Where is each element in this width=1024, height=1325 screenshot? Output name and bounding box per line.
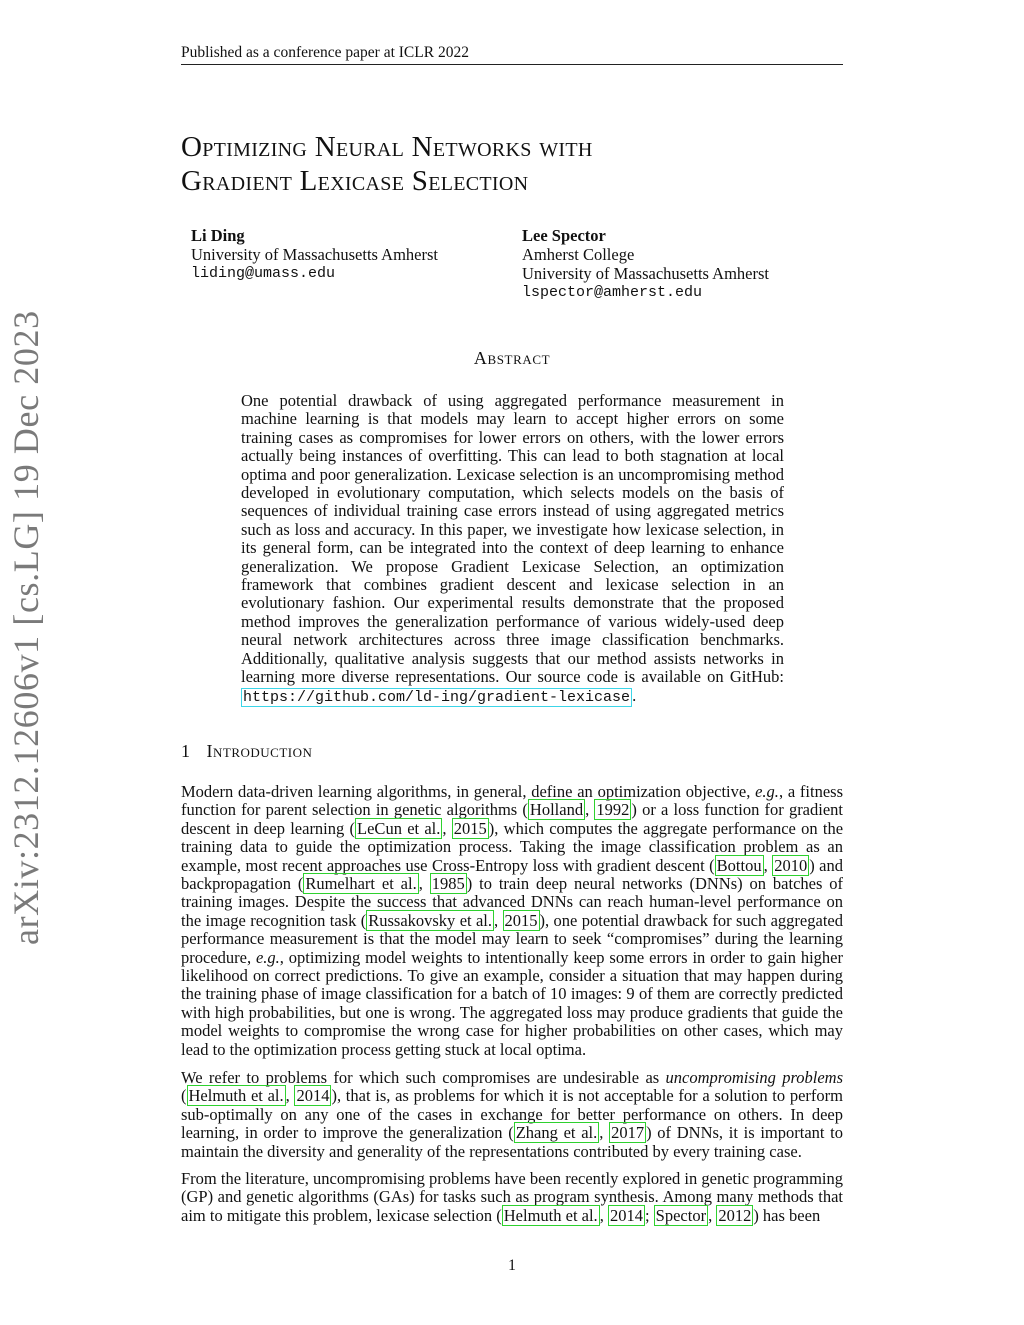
text-span: , xyxy=(285,1086,295,1106)
paper-title xyxy=(181,130,593,198)
text-span: ) to train deep neural networks (DNNs) on batches of training images. Despite the success that advanced DNNs can reach human-level performance on the image recognition task ( xyxy=(181,874,844,930)
author-block-1 xyxy=(191,226,438,283)
abstract-period: . xyxy=(632,685,637,705)
citation-link[interactable]: Bottou xyxy=(716,855,762,875)
text-span: , a fitness function for parent selection in genetic algorithms ( xyxy=(181,782,843,820)
header-rule xyxy=(181,64,843,65)
abstract-heading: Abstract xyxy=(473,348,551,368)
intro-paragraph-3 xyxy=(181,1170,843,1225)
text-span: , xyxy=(585,800,595,820)
section-number: 1 xyxy=(181,741,191,761)
author-name: Li Ding xyxy=(191,226,245,245)
text-span: , optimizing model weights to intentionally keep some errors in order to gain higher likelihood on correct predictions. To give an example, consider a situation that may happen during the training phase of image classification for a batch of 10 images: 9 of them are correctly predicted with high probabilities, but one is wrong. The aggregated loss may produce gradients that guide the model weights to compromise the wrong case for higher probabilities on other cases, which may lead to the optimization process getting stuck at local optima. xyxy=(181,947,843,1059)
text-span: ) or a loss function for gradient descent in deep learning ( xyxy=(181,800,844,838)
citation-link[interactable]: 2015 xyxy=(453,818,487,838)
citation-link[interactable]: LeCun et al. xyxy=(357,818,441,838)
citation-link[interactable]: Holland xyxy=(529,800,584,820)
citation-link[interactable]: 2015 xyxy=(504,910,538,930)
text-span: ) of DNNs, it is important to maintain the diversity and generality of the representations contributed by every training case. xyxy=(181,1123,844,1161)
citation-link[interactable]: 1992 xyxy=(596,800,630,820)
running-header: Published as a conference paper at ICLR 2022 xyxy=(181,44,469,61)
text-span: , xyxy=(494,910,503,930)
text-span: ), which computes the aggregate performance on the training data to guide the optimization process. Taking the image classification problem as an example, most recent approaches use Cross-Entropy loss with gradient descent ( xyxy=(181,818,844,875)
citation-link[interactable]: 1985 xyxy=(431,874,465,894)
citation-link[interactable]: 2014 xyxy=(609,1205,643,1225)
citation-link[interactable]: 2010 xyxy=(774,855,808,875)
text-span: Modern data-driven learning algorithms, in general, define an optimization objective, xyxy=(181,782,756,801)
emphasis-text: e.g. xyxy=(255,947,280,967)
text-span: ), one potential drawback for such aggregated performance measurement is that the model may learn to seek “compromises” during the learning procedure, xyxy=(181,910,843,967)
author-block-2 xyxy=(522,226,769,302)
intro-paragraph-2 xyxy=(181,1069,843,1161)
text-span: ), that is, as problems for which it is not acceptable for a solution to perform sub-optimally on any one of the cases in exchange for better performance on others. In deep learning, in order to improve the generalization ( xyxy=(181,1086,843,1143)
citation-link[interactable]: Zhang et al. xyxy=(515,1123,598,1143)
author-affiliation: University of Massachusetts Amherst xyxy=(522,264,770,283)
abstract-body xyxy=(241,392,784,707)
author-name: Lee Spector xyxy=(522,226,606,245)
github-link[interactable]: https://github.com/ld-ing/gradient-lexicase xyxy=(243,688,631,706)
text-span: ; xyxy=(644,1205,654,1225)
author-affiliation: University of Massachusetts Amherst xyxy=(191,245,439,264)
text-span: From the literature, uncompromising problems have been recently explored in genetic programming (GP) and genetic algorithms (GAs) for tasks such as program synthesis. Among many methods that aim to mitigate this problem, lexicase selection ( xyxy=(181,1169,843,1225)
title-line-2: Gradient Lexicase Selection xyxy=(181,165,529,197)
arxiv-stamp: arXiv:2312.12606v1 [cs.LG] 19 Dec 2023 xyxy=(6,310,46,945)
text-span: ) and backpropagation ( xyxy=(181,855,843,894)
author-email[interactable]: liding@umass.edu xyxy=(191,265,336,282)
title-line-1: Optimizing Neural Networks with xyxy=(181,131,593,163)
page-number: 1 xyxy=(508,1257,516,1274)
citation-link[interactable]: Russakovsky et al. xyxy=(368,910,493,930)
citation-link[interactable]: Spector xyxy=(655,1205,707,1225)
text-span: , xyxy=(442,818,452,838)
text-span: ) has been xyxy=(753,1205,821,1225)
citation-link[interactable]: 2017 xyxy=(611,1123,645,1143)
emphasis-text: uncompromising problems xyxy=(665,1068,844,1087)
citation-link[interactable]: 2014 xyxy=(296,1086,330,1106)
text-span: , xyxy=(599,1205,608,1225)
citation-link[interactable]: 2012 xyxy=(718,1205,752,1225)
emphasis-text: e.g. xyxy=(755,782,779,801)
author-email[interactable]: lspector@amherst.edu xyxy=(522,284,703,301)
section-title: Introduction xyxy=(206,741,313,761)
citation-link[interactable]: Helmuth et al. xyxy=(503,1205,598,1225)
text-span: ( xyxy=(181,1086,187,1106)
text-span: , xyxy=(708,1205,717,1225)
citation-link[interactable]: Helmuth et al. xyxy=(188,1086,284,1106)
author-affiliation: Amherst College xyxy=(522,245,635,264)
abstract-text: One potential drawback of using aggregated performance measurement in machine learning is that models may learn to accept higher errors on some training cases as compromises for lower errors on others, with the lower errors actually being instances of overfitting. This can lead to both stagnation at local optima and poor generalization. Lexicase selection is an uncompromising method developed in evolutionary computation, which selects models on the basis of sequences of individual training case errors instead of using aggregated metrics such as loss and accuracy. In this paper, we investigate how lexicase selection, in its general form, can be integrated into the context of deep learning to enhance generalization. We propose Gradient Lexicase Selection, an optimization framework that combines gradient descent and lexicase selection in an evolutionary fashion. Our experimental results demonstrate that the proposed method improves the generalization performance of various widely-used deep neural network architectures across three image classification benchmarks. Additionally, qualitative analysis suggests that our method assists networks in learning more diverse representations. Our source code is available on GitHub: xyxy=(241,391,784,687)
text-span: , xyxy=(599,1123,610,1143)
text-span: , xyxy=(418,874,430,894)
section-heading-introduction xyxy=(181,741,312,762)
text-span: We refer to problems for which such compromises are undesirable as xyxy=(181,1068,666,1087)
citation-link[interactable]: Rumelhart et al. xyxy=(305,874,417,894)
intro-paragraph-1 xyxy=(181,783,843,1059)
text-span: , xyxy=(763,855,773,875)
